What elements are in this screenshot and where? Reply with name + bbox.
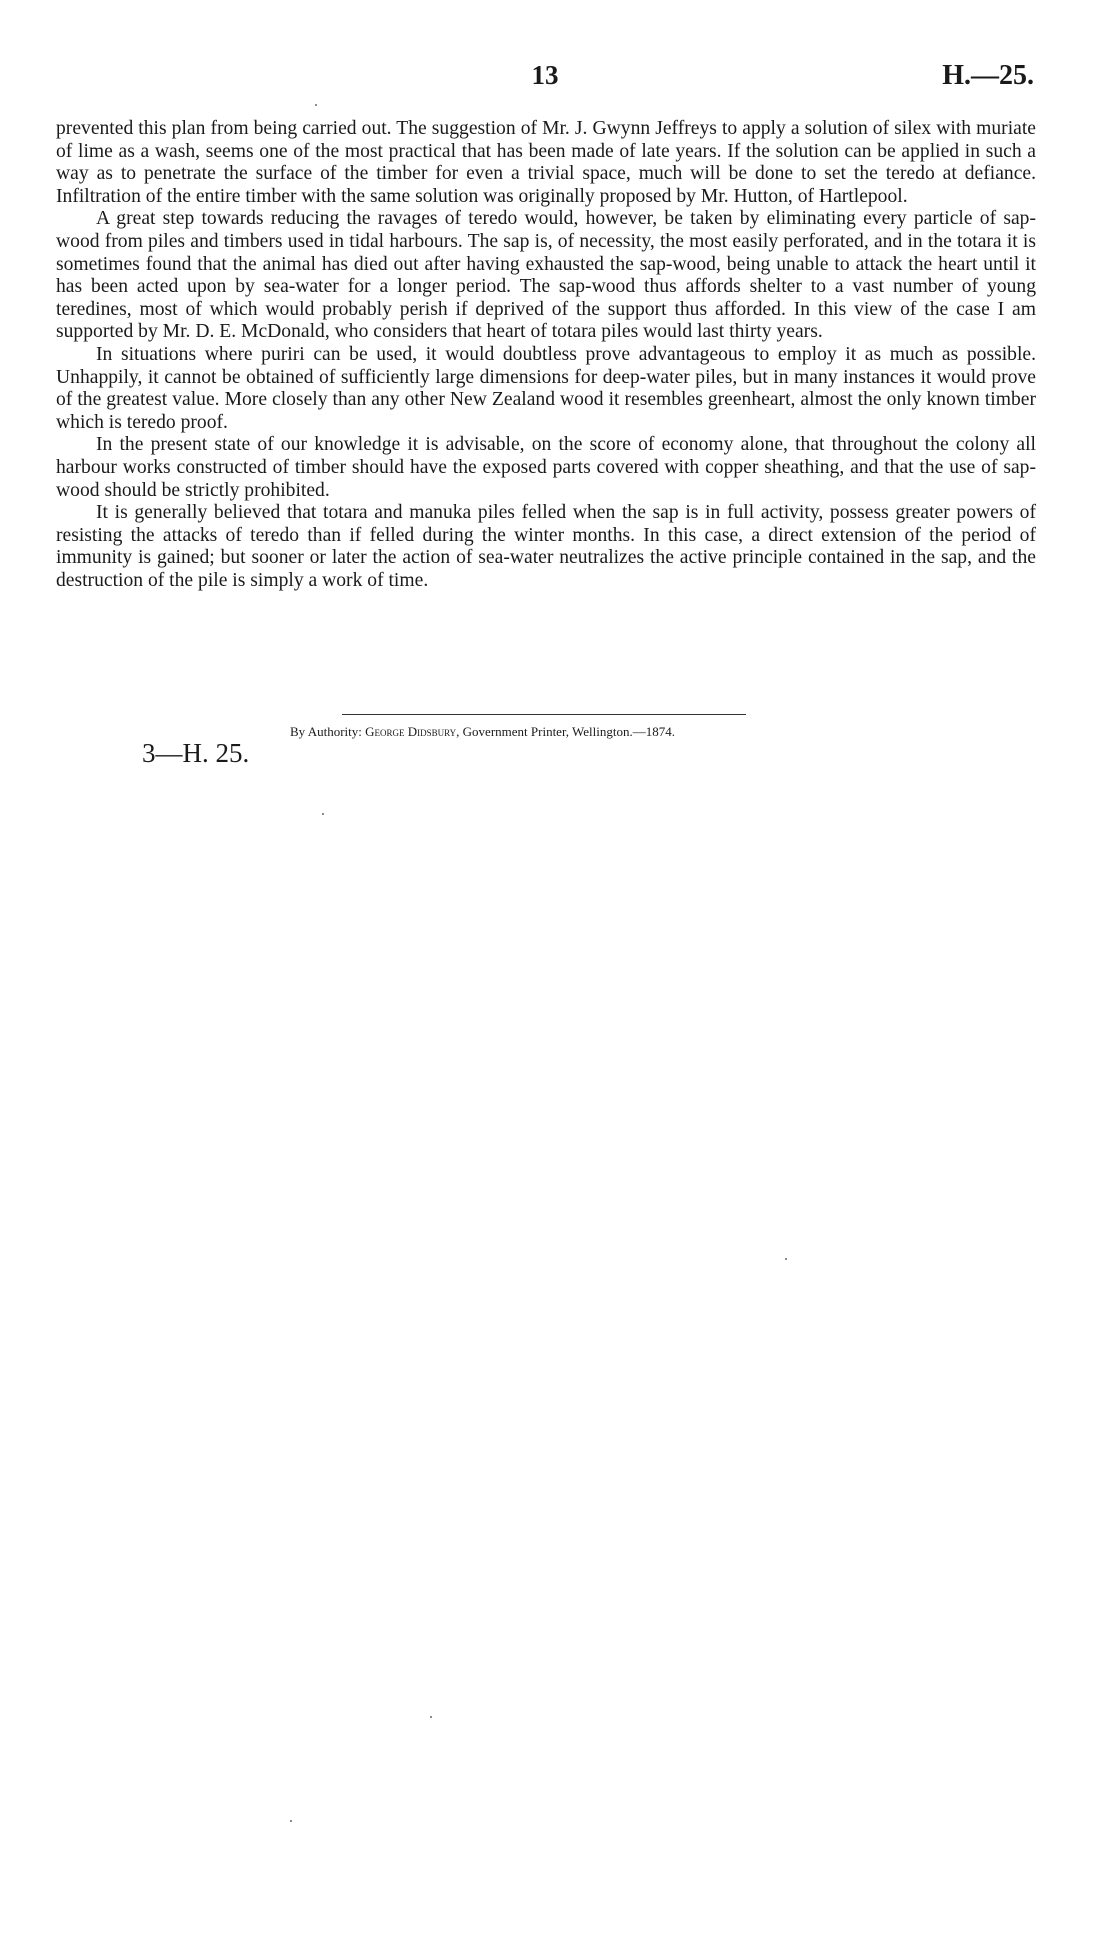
document-reference: H.—25. <box>942 60 1034 91</box>
scan-speck <box>430 1716 432 1718</box>
footer-rule <box>342 714 746 715</box>
sheet-mark: 3—H. 25. <box>142 738 250 768</box>
imprint-prefix: By Authority: <box>290 724 362 739</box>
scan-speck <box>290 1820 292 1822</box>
printer-imprint <box>290 724 675 740</box>
paragraph-puriri: In situations where puriri can be used, it would doubtless prove advantageous to employ it as much as possible. Unhappily, it cannot be obtained of sufficiently large dimensions for deep-water piles, but in many instances it would prove of the greatest value. More closely than any other New Zealand wood it resembles greenheart, almost the only known timber which is teredo proof. <box>56 343 1036 433</box>
paragraph-sap-wood: A great step towards reducing the ravages of teredo would, however, be taken by eliminating every particle of sap-wood from piles and timbers used in tidal harbours. The sap is, of necessity, the most easily perforated, and in the totara it is sometimes found that the animal has died out after having exhausted the sap-wood, being unable to attack the heart until it has been acted upon by sea-water for a longer period. The sap-wood thus affords shelter to a vast number of young teredines, most of which would probably perish if deprived of the support thus afforded. In this view of the case I am supported by Mr. D. E. McDonald, who considers that heart of totara piles would last thirty years. <box>56 208 1036 343</box>
page-number: 13 <box>531 60 559 90</box>
printer-name: George Didsbury <box>365 724 457 739</box>
page-header <box>56 60 1034 100</box>
paragraph-continued: prevented this plan from being carried out. The suggestion of Mr. J. Gwynn Jeffreys to apply a solution of silex with muriate of lime as a wash, seems one of the most practical that has been made of late years. If the solution can be applied in such a way as to penetrate the surface of the timber for even a trivial space, much will be done to set the teredo at defiance. Infiltration of the entire timber with the same solution was originally proposed by Mr. Hutton, of Hartlepool. <box>56 118 1036 207</box>
scan-speck <box>322 813 324 815</box>
scan-speck <box>315 104 317 106</box>
scan-speck <box>785 1258 787 1260</box>
body-text <box>56 118 1036 592</box>
imprint-suffix: , Government Printer, Wellington.—1874. <box>456 724 675 739</box>
paragraph-copper-sheathing: In the present state of our knowledge it is advisable, on the score of economy alone, that throughout the colony all harbour works constructed of timber should have the exposed parts covered with copper sheathing, and that the use of sap-wood should be strictly prohibited. <box>56 434 1036 501</box>
paragraph-felling-season: It is generally believed that totara and manuka piles felled when the sap is in full activity, possess greater powers of resisting the attacks of teredo than if felled during the winter months. In this case, a direct extension of the period of immunity is gained; but sooner or later the action of sea-water neutralizes the active principle contained in the sap, and the destruction of the pile is simply a work of time. <box>56 502 1036 591</box>
